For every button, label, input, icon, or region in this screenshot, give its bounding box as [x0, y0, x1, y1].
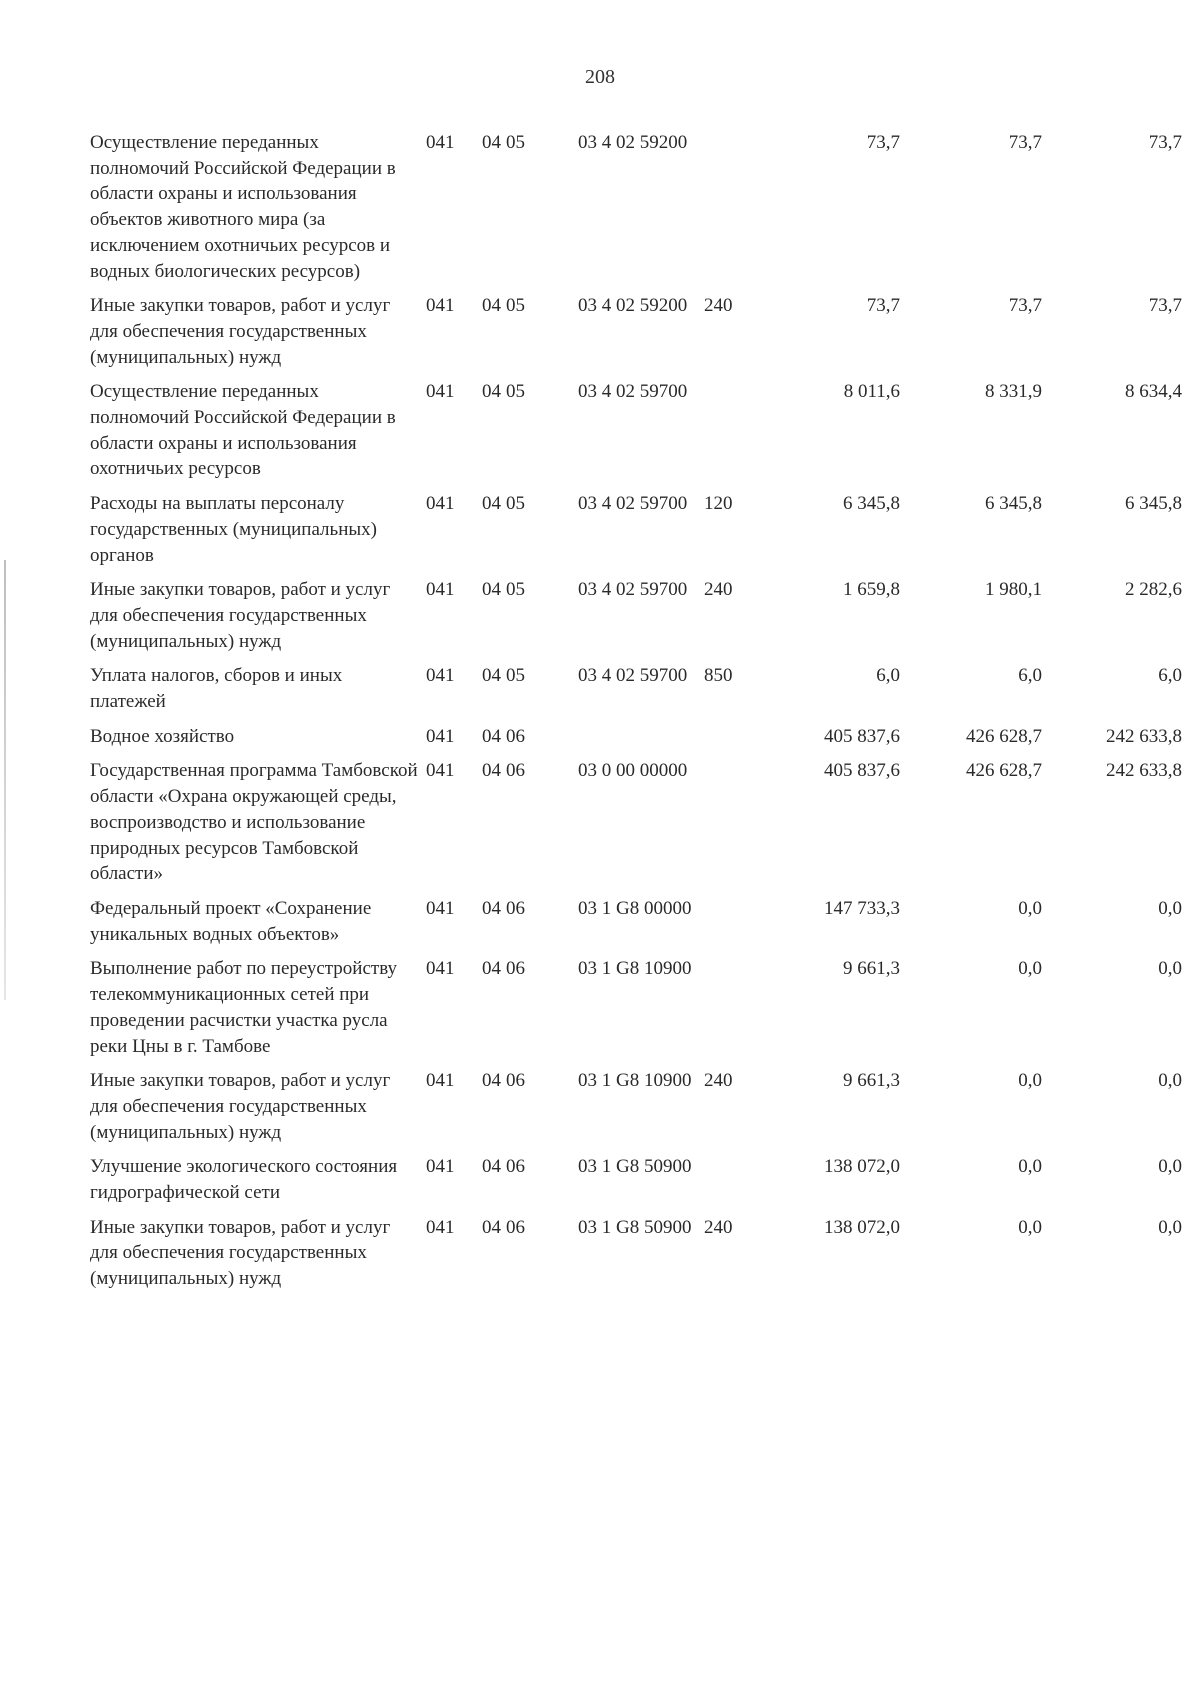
row-target-article-code: 03 4 02 59200	[578, 295, 688, 317]
row-section-code: 04	[482, 579, 501, 601]
row-subsection-code: 05	[506, 493, 525, 515]
table-row	[90, 1154, 1182, 1214]
row-grbs-code: 041	[426, 381, 455, 403]
row-value-year-1: 405 837,6	[824, 760, 900, 782]
row-expense-type-code: 240	[704, 295, 733, 317]
row-name: Иные закупки товаров, работ и услуг для обеспечения государственных (муниципальных) нужд	[90, 295, 391, 368]
row-subsection-code: 06	[506, 725, 525, 747]
table-row	[90, 663, 1182, 723]
row-value-year-1: 138 072,0	[824, 1216, 900, 1238]
row-value-year-3: 0,0	[1158, 1070, 1182, 1092]
row-value-year-2: 1 980,1	[985, 579, 1042, 601]
row-subsection-code: 06	[506, 1156, 525, 1178]
row-expense-type-code	[704, 1154, 766, 1214]
row-expense-type-code	[704, 956, 766, 1068]
row-value-year-2: 0,0	[1018, 1156, 1042, 1178]
row-value-year-2: 426 628,7	[966, 725, 1042, 747]
row-target-article-code: 03 4 02 59700	[578, 665, 688, 687]
row-name: Иные закупки товаров, работ и услуг для обеспечения государственных (муниципальных) нужд	[90, 1070, 391, 1143]
row-value-year-1: 9 661,3	[843, 958, 900, 980]
row-section-code: 04	[482, 132, 501, 153]
row-value-year-1: 73,7	[866, 132, 900, 153]
row-target-article-code: 03 4 02 59200	[578, 132, 688, 153]
row-value-year-2: 73,7	[1008, 295, 1042, 317]
budget-table	[90, 130, 1182, 1301]
row-value-year-1: 73,7	[866, 295, 900, 317]
row-section-code: 04	[482, 958, 501, 980]
row-grbs-code: 041	[426, 1156, 455, 1178]
row-section-code: 04	[482, 295, 501, 317]
row-grbs-code: 041	[426, 579, 455, 601]
row-value-year-2: 0,0	[1018, 897, 1042, 919]
row-expense-type-code: 850	[704, 665, 733, 687]
row-target-article-code: 03 1 G8 10900	[578, 1070, 692, 1092]
row-target-article-code: 03 4 02 59700	[578, 381, 688, 403]
row-target-article-code	[554, 724, 704, 759]
row-value-year-2: 426 628,7	[966, 760, 1042, 782]
row-section-code: 04	[482, 760, 501, 782]
table-row	[90, 758, 1182, 896]
row-section-code: 04	[482, 1070, 501, 1092]
row-subsection-code: 06	[506, 760, 525, 782]
page-number: 208	[585, 66, 615, 88]
row-name: Осуществление переданных полномочий Российской Федерации в области охраны и использования охотничьих ресурсов	[90, 381, 396, 480]
row-section-code: 04	[482, 1216, 501, 1238]
row-grbs-code: 041	[426, 897, 455, 919]
row-target-article-code: 03 0 00 00000	[578, 760, 688, 782]
table-row	[90, 724, 1182, 759]
row-value-year-1: 6 345,8	[843, 493, 900, 515]
row-value-year-3: 0,0	[1158, 1216, 1182, 1238]
row-section-code: 04	[482, 897, 501, 919]
table-row	[90, 1068, 1182, 1154]
row-grbs-code: 041	[426, 132, 455, 153]
row-value-year-3: 8 634,4	[1125, 381, 1182, 403]
row-name: Уплата налогов, сборов и иных платежей	[90, 665, 343, 713]
row-expense-type-code	[704, 724, 766, 759]
table-row	[90, 130, 1182, 293]
row-section-code: 04	[482, 1156, 501, 1178]
row-expense-type-code: 120	[704, 493, 733, 515]
row-value-year-2: 73,7	[1008, 132, 1042, 153]
row-value-year-3: 0,0	[1158, 897, 1182, 919]
row-value-year-2: 6,0	[1018, 665, 1042, 687]
row-grbs-code: 041	[426, 725, 455, 747]
row-name: Иные закупки товаров, работ и услуг для обеспечения государственных (муниципальных) нужд	[90, 1216, 391, 1290]
row-name: Выполнение работ по переустройству телекоммуникационных сетей при проведении расчистки участка русла реки Цны в г. Тамбове	[90, 958, 398, 1057]
row-expense-type-code: 240	[704, 1070, 733, 1092]
row-target-article-code: 03 4 02 59700	[578, 579, 688, 601]
row-grbs-code: 041	[426, 1070, 455, 1092]
row-name: Осуществление переданных полномочий Российской Федерации в области охраны и использования объектов животного мира (за исключением охотничьих ресурсов и водных биологических ресурсов)	[90, 132, 396, 282]
table-row	[90, 379, 1182, 491]
row-value-year-2: 8 331,9	[985, 381, 1042, 403]
row-value-year-3: 73,7	[1148, 295, 1182, 317]
row-subsection-code: 05	[506, 132, 525, 153]
row-section-code: 04	[482, 725, 501, 747]
row-grbs-code: 041	[426, 493, 455, 515]
row-value-year-2: 0,0	[1018, 958, 1042, 980]
row-value-year-3: 242 633,8	[1106, 725, 1182, 747]
row-value-year-3: 6,0	[1158, 665, 1182, 687]
row-value-year-1: 8 011,6	[843, 381, 900, 403]
row-value-year-2: 0,0	[1018, 1216, 1042, 1238]
row-expense-type-code	[704, 130, 766, 293]
table-row	[90, 956, 1182, 1068]
row-subsection-code: 05	[506, 665, 525, 687]
row-value-year-2: 0,0	[1018, 1070, 1042, 1092]
row-name: Государственная программа Тамбовской области «Охрана окружающей среды, воспроизводство и использование природных ресурсов Тамбовской области»	[90, 760, 418, 885]
row-name: Иные закупки товаров, работ и услуг для обеспечения государственных (муниципальных) нужд	[90, 579, 391, 652]
row-target-article-code: 03 4 02 59700	[578, 493, 688, 515]
row-target-article-code: 03 1 G8 50900	[578, 1216, 692, 1238]
row-subsection-code: 06	[506, 958, 525, 980]
table-row	[90, 293, 1182, 379]
row-section-code: 04	[482, 493, 501, 515]
row-value-year-3: 242 633,8	[1106, 760, 1182, 782]
row-name: Федеральный проект «Сохранение уникальных водных объектов»	[90, 897, 372, 945]
row-section-code: 04	[482, 381, 501, 403]
row-subsection-code: 05	[506, 381, 525, 403]
row-target-article-code: 03 1 G8 10900	[578, 958, 692, 980]
row-value-year-2: 6 345,8	[985, 493, 1042, 515]
row-grbs-code: 041	[426, 1216, 455, 1238]
row-target-article-code: 03 1 G8 50900	[578, 1156, 692, 1178]
row-value-year-1: 138 072,0	[824, 1156, 900, 1178]
row-expense-type-code: 240	[704, 1216, 733, 1238]
row-value-year-1: 405 837,6	[824, 725, 900, 747]
row-subsection-code: 05	[506, 295, 525, 317]
row-value-year-3: 2 282,6	[1125, 579, 1182, 601]
row-subsection-code: 06	[506, 897, 525, 919]
row-grbs-code: 041	[426, 760, 455, 782]
row-value-year-1: 6,0	[876, 665, 900, 687]
row-value-year-1: 147 733,3	[824, 897, 900, 919]
row-value-year-1: 1 659,8	[843, 579, 900, 601]
row-expense-type-code	[704, 758, 766, 896]
row-value-year-3: 0,0	[1158, 1156, 1182, 1178]
row-target-article-code: 03 1 G8 00000	[578, 897, 692, 919]
row-grbs-code: 041	[426, 665, 455, 687]
row-subsection-code: 06	[506, 1216, 525, 1238]
row-expense-type-code: 240	[704, 579, 733, 601]
scan-edge-mark	[4, 560, 6, 1000]
table-row	[90, 896, 1182, 956]
row-name: Улучшение экологического состояния гидрографической сети	[90, 1156, 398, 1204]
row-name: Расходы на выплаты персоналу государственных (муниципальных) органов	[90, 493, 377, 566]
row-value-year-3: 6 345,8	[1125, 493, 1182, 515]
row-name: Водное хозяйство	[90, 725, 235, 747]
row-value-year-1: 9 661,3	[843, 1070, 900, 1092]
row-section-code: 04	[482, 665, 501, 687]
row-grbs-code: 041	[426, 295, 455, 317]
table-row	[90, 491, 1182, 577]
row-subsection-code: 06	[506, 1070, 525, 1092]
row-expense-type-code	[704, 896, 766, 956]
table-row	[90, 577, 1182, 663]
row-value-year-3: 0,0	[1158, 958, 1182, 980]
row-expense-type-code	[704, 379, 766, 491]
row-subsection-code: 05	[506, 579, 525, 601]
row-value-year-3: 73,7	[1148, 132, 1182, 153]
table-row	[90, 1215, 1182, 1301]
row-grbs-code: 041	[426, 958, 455, 980]
budget-table-body	[90, 130, 1182, 1301]
